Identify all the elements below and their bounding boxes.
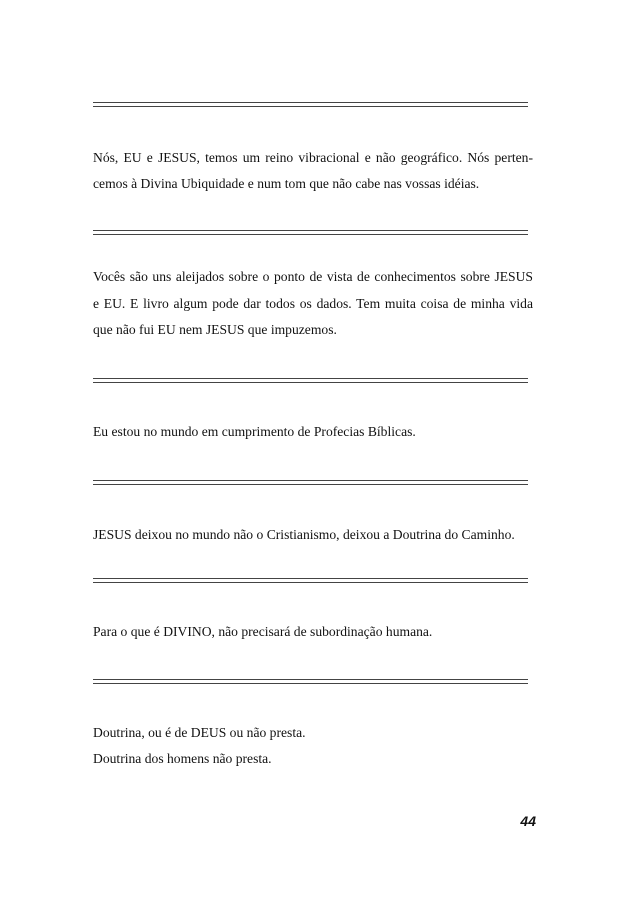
separator-line (93, 480, 528, 485)
text-line: Doutrina, ou é de DEUS ou não presta. (93, 725, 306, 740)
separator-line (93, 679, 528, 684)
text-line: que não fui EU nem JESUS que impuzemos. (93, 322, 337, 337)
text-line: Doutrina dos homens não presta. (93, 751, 272, 766)
text-line: Nós, EU e JESUS, temos um reino vibracional e não geográfico. Nós perten- (93, 150, 533, 165)
text-line: Eu estou no mundo em cumprimento de Profecias Bíblicas. (93, 424, 416, 439)
text-line: Vocês são uns aleijados sobre o ponto de vista de conhecimentos sobre JESUS (93, 269, 533, 284)
page-number: 44 (520, 813, 536, 829)
separator-line (93, 378, 528, 383)
text-line: cemos à Divina Ubiquidade e num tom que não cabe nas vossas idéias. (93, 176, 480, 191)
separator-line (93, 230, 528, 235)
separator-line (93, 102, 528, 107)
text-line: Para o que é DIVINO, não precisará de subordinação humana. (93, 624, 433, 639)
text-line: JESUS deixou no mundo não o Cristianismo, deixou a Doutrina do Caminho. (93, 527, 515, 542)
separator-line (93, 578, 528, 583)
text-line: e EU. E livro algum pode dar todos os dados. Tem muita coisa de minha vida (93, 296, 533, 311)
